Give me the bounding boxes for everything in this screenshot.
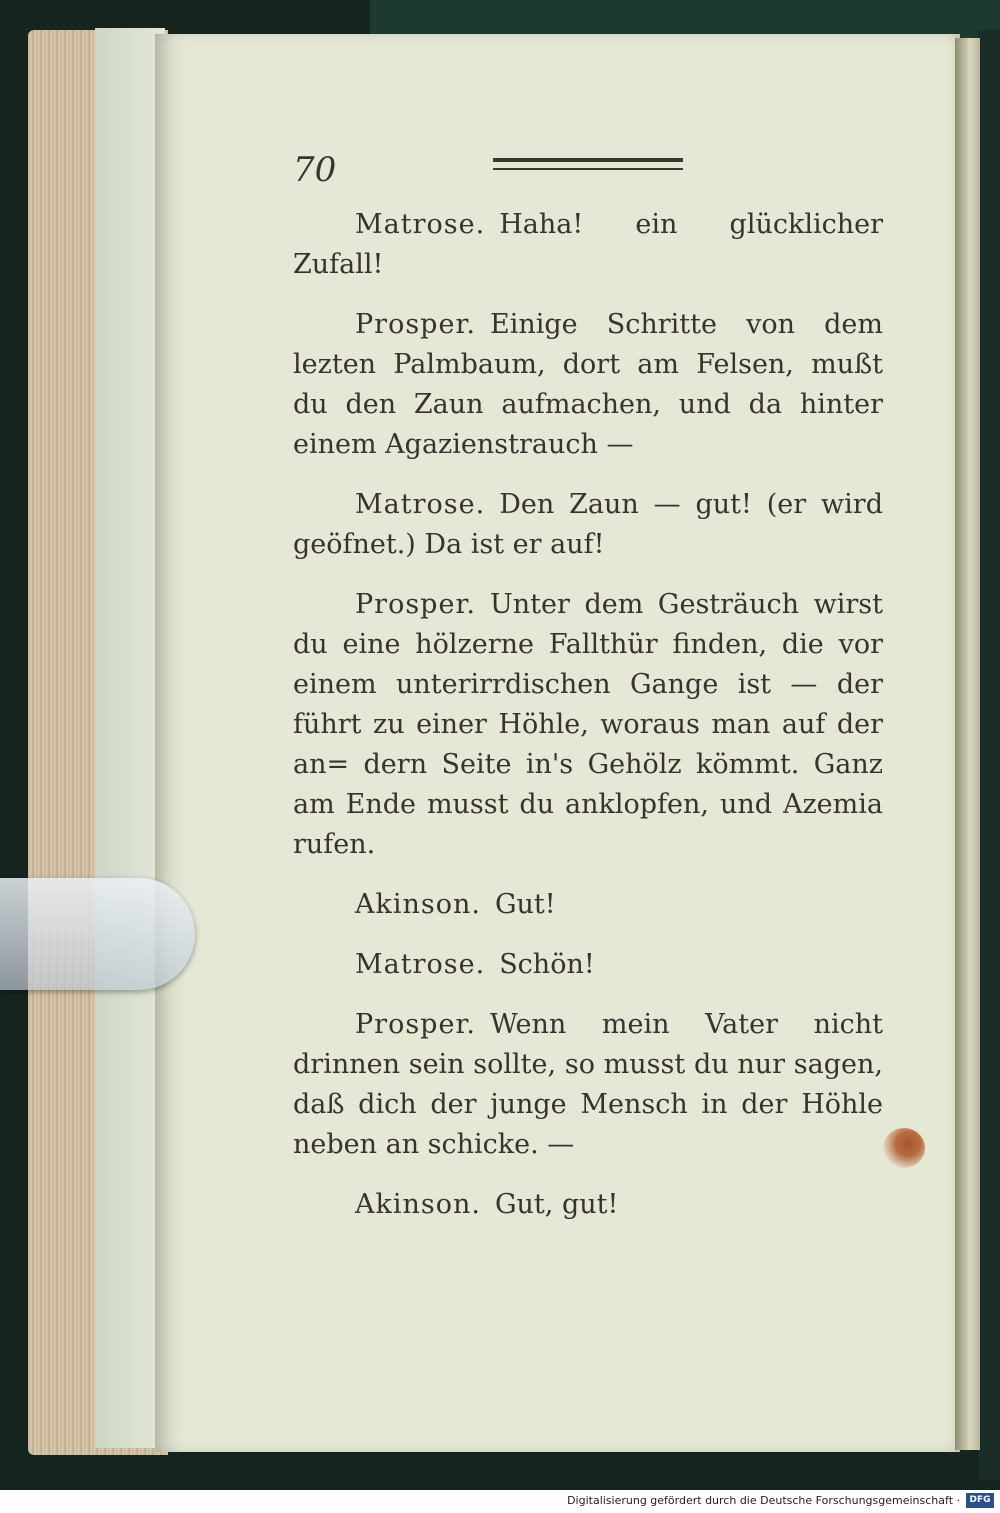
text-line: einem Agazienstrauch — [293,429,634,460]
page-number: 70 [293,150,337,190]
text-line: du den Zaun aufmachen, und da hinter [293,389,883,420]
page-stain [883,1128,925,1168]
speaker-name: Akinson. [355,1189,481,1220]
page-header [293,150,893,195]
page-text [293,205,883,1245]
header-rule [493,158,683,162]
speaker-name: Prosper. [355,1009,476,1040]
speech-paragraph [293,585,883,865]
text-line: Gut! [494,889,556,920]
text-line: Schön! [499,949,595,980]
speech-paragraph [293,1005,883,1165]
speaker-name: Matrose. [355,489,486,520]
text-line: Wenn mein Vater nicht [489,1009,883,1040]
text-line: lezten Palmbaum, dort am Felsen, mußt [293,349,883,380]
dfg-logo: DFG [966,1493,994,1508]
speech-paragraph [293,945,883,985]
speech-paragraph [293,1185,883,1225]
text-line: dern Seite in's Gehölz kömmt. Ganz am [293,749,883,820]
speech-paragraph [293,305,883,465]
text-line: Einige Schritte von dem [489,309,883,340]
text-line: Zufall! [293,249,384,280]
speaker-name: Matrose. [355,949,486,980]
text-line: geöfnet.) Da ist er auf! [293,529,605,560]
next-page-edge [955,38,980,1450]
background-right [978,30,1000,1480]
header-rule-thin [493,168,683,170]
footer-credit: Digitalisierung gefördert durch die Deutsche Forschungsgemeinschaft · [567,1494,960,1507]
text-line: einem unterirrdischen Gange ist — der führt [293,669,883,740]
text-line: drinnen sein sollte, so musst du nur sagen, [293,1049,883,1080]
text-line: du eine hölzerne Fallthür finden, die vor [293,629,883,660]
text-line: Den Zaun — gut! (er wird [499,489,883,520]
speech-paragraph [293,485,883,565]
text-line: Gut, gut! [494,1189,619,1220]
speaker-name: Prosper. [355,589,476,620]
text-line: rufen. [293,829,376,860]
speech-paragraph [293,885,883,925]
text-line: Unter dem Gesträuch wirst [489,589,883,620]
text-line: Ende musst du anklopfen, und Azemia [334,789,883,820]
text-line: daß dich der junge Mensch in der Höhle [293,1089,883,1120]
bookmark-tab [0,878,195,990]
text-line: neben an schicke. — [293,1129,575,1160]
footer-bar [0,1490,1000,1513]
text-line: zu einer Höhle, woraus man auf der an= [293,709,883,780]
speaker-name: Akinson. [355,889,481,920]
text-line: Haha! ein glücklicher [499,209,883,240]
speaker-name: Matrose. [355,209,486,240]
speaker-name: Prosper. [355,309,476,340]
speech-paragraph [293,205,883,285]
